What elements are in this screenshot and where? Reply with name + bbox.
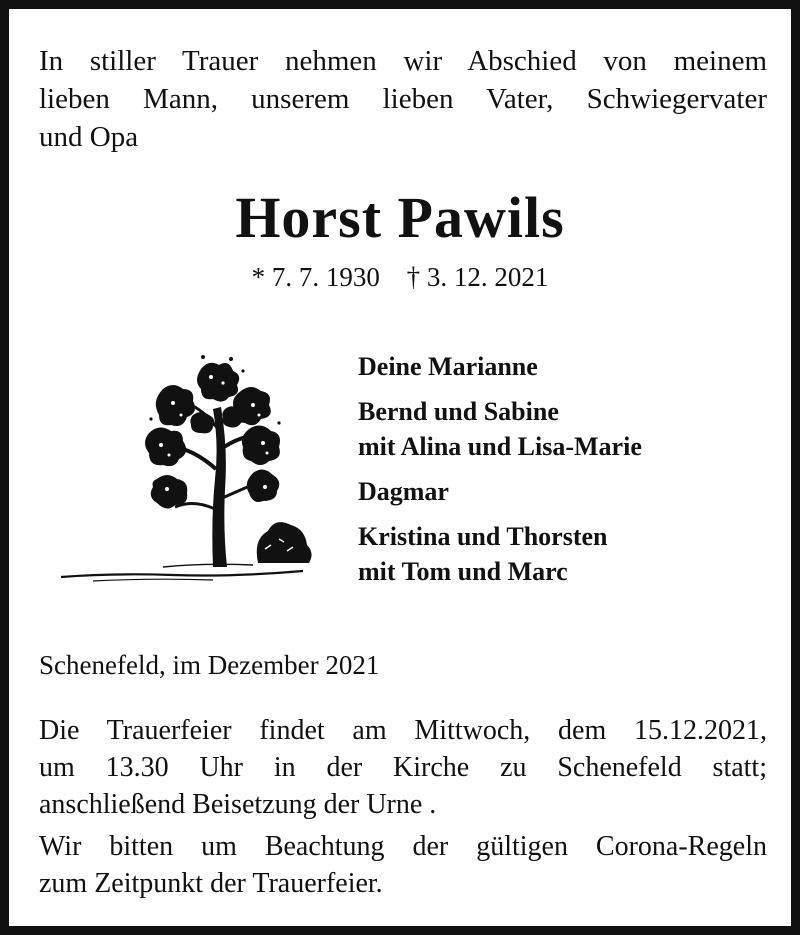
intro-line: In stiller Trauer nehmen wir Abschied von meinem — [39, 45, 767, 77]
funeral-info — [39, 712, 767, 823]
place-date: Schenefeld, im Dezember 2021 — [39, 650, 380, 680]
intro-text — [39, 42, 767, 156]
life-dates — [9, 259, 791, 295]
deceased-name: Horst Pawils — [235, 185, 565, 250]
funeral-line: um 13.30 Uhr in der Kirche zu Schenefeld statt; — [39, 752, 767, 783]
tree-icon — [53, 349, 323, 589]
corona-notice — [39, 828, 767, 902]
family-group — [358, 349, 778, 384]
funeral-line: anschließend Beisetzung der Urne . — [39, 789, 437, 820]
intro-line: und Opa — [39, 121, 139, 153]
intro-line: lieben Mann, unserem lieben Vater, Schwiegervater — [39, 83, 767, 115]
corona-line: zum Zeitpunkt der Trauerfeier. — [39, 868, 383, 899]
family-group — [358, 394, 778, 464]
family-group — [358, 474, 778, 509]
family-members — [358, 349, 778, 599]
family-line: Deine Marianne — [358, 352, 538, 381]
family-line: Kristina und Thorsten — [358, 522, 608, 551]
family-line: mit Tom und Marc — [358, 557, 568, 586]
corona-line: Wir bitten um Beachtung der gültigen Corona-Regeln — [39, 831, 767, 862]
funeral-line: Die Trauerfeier findet am Mittwoch, dem 15.12.2021, — [39, 715, 767, 746]
family-line: Bernd und Sabine — [358, 397, 559, 426]
family-group — [358, 519, 778, 589]
family-line: mit Alina und Lisa-Marie — [358, 432, 642, 461]
death-date: † 3. 12. 2021 — [406, 262, 549, 292]
family-line: Dagmar — [358, 477, 449, 506]
birth-date: * 7. 7. 1930 — [251, 262, 380, 292]
